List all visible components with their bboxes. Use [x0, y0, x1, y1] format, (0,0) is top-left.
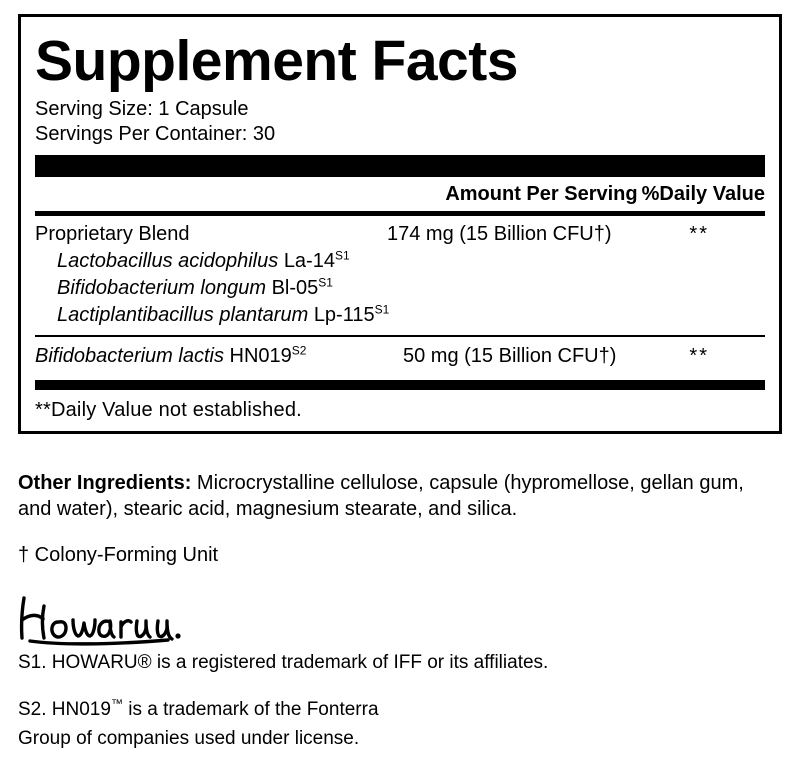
- proprietary-blend-dv: **: [689, 223, 709, 245]
- divider-thick-bottom: [35, 380, 765, 390]
- s2-suffix: is a trademark of the Fonterra: [122, 699, 379, 720]
- strain-species: Lactobacillus acidophilus: [57, 250, 279, 272]
- strain-footnote-ref: S1: [334, 248, 350, 263]
- nutrient-proprietary-blend: [35, 216, 765, 335]
- serving-size: Serving Size: 1 Capsule: [35, 98, 249, 120]
- s2-tm-symbol: ™: [110, 696, 123, 711]
- strain-footnote-ref: S1: [374, 302, 390, 317]
- other-ingredients-text: Microcrystalline cellulose, capsule (hypromellose, gellan gum, and water), stearic acid, magnesium stearate, and silica.: [18, 472, 744, 520]
- label-body: [18, 470, 782, 751]
- other-ingredients: [18, 470, 782, 522]
- strain-species: Bifidobacterium lactis: [35, 345, 224, 367]
- servings-per-container: Servings Per Container: 30: [35, 123, 276, 145]
- list-item: [35, 275, 765, 302]
- strain-footnote-ref: S1: [318, 275, 333, 290]
- howaru-logo: [18, 594, 782, 646]
- daily-value-header: %Daily Value: [641, 183, 765, 205]
- strain-species: Bifidobacterium longum: [57, 277, 266, 299]
- list-item: [35, 302, 765, 329]
- nutrient-bifidobacterium-lactis: [35, 337, 765, 376]
- strain-code: Lp-115: [313, 304, 375, 326]
- trademark-note-s1: S1. HOWARU® is a registered trademark of IFF or its affiliates.: [18, 652, 549, 673]
- bifidobacterium-lactis-amount: 50 mg (15 Billion CFU†): [403, 345, 617, 367]
- amount-per-serving-header: Amount Per Serving: [445, 183, 638, 205]
- strain-code: HN019: [229, 345, 292, 367]
- cfu-footnote: † Colony-Forming Unit: [18, 544, 219, 566]
- trademark-note-s2-line2: Group of companies used under license.: [18, 728, 360, 749]
- list-item: [35, 248, 765, 275]
- page-title: Supplement Facts: [35, 29, 518, 93]
- proprietary-blend-name: Proprietary Blend: [35, 223, 190, 245]
- strain-footnote-ref: S2: [291, 343, 307, 358]
- divider-thick-top: [35, 155, 765, 177]
- daily-value-footnote: **Daily Value not established.: [35, 399, 302, 421]
- strain-species: Lactiplantibacillus plantarum: [57, 304, 309, 326]
- s2-prefix: S2. HN019: [18, 699, 111, 720]
- proprietary-blend-amount: 174 mg (15 Billion CFU†): [387, 223, 612, 245]
- other-ingredients-label: Other Ingredients:: [18, 472, 192, 494]
- supplement-facts-panel: [18, 14, 782, 434]
- strain-code: La-14: [283, 250, 335, 272]
- strain-code: Bl-05: [271, 277, 319, 299]
- column-headers: [35, 177, 765, 211]
- trademark-note-s2-line1: [18, 697, 782, 722]
- bifidobacterium-lactis-dv: **: [689, 345, 709, 367]
